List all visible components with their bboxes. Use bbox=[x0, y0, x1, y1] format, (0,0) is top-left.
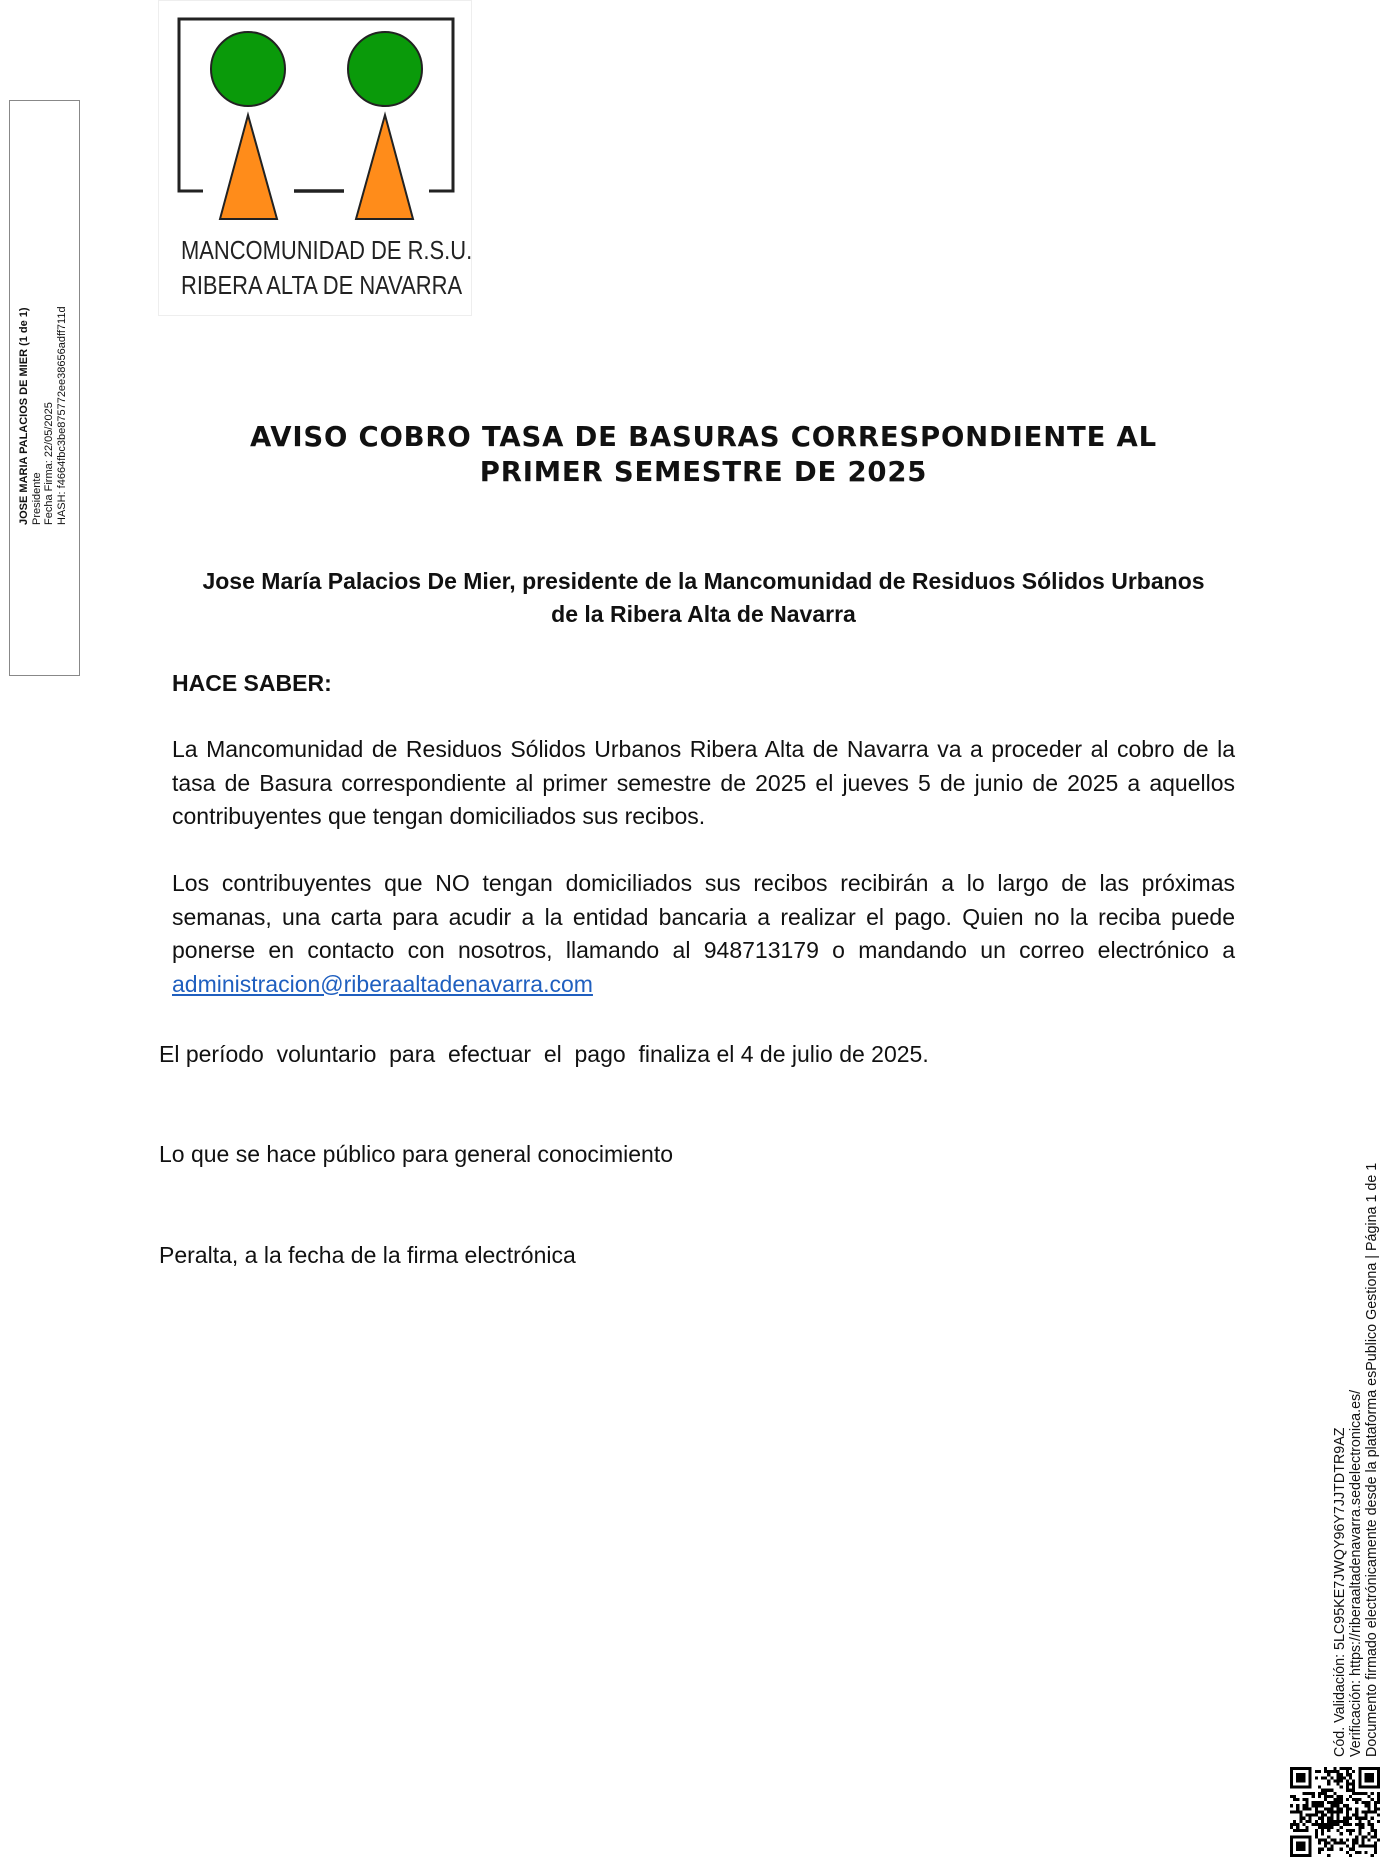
logo-text-line2: RIBERA ALTA DE NAVARRA bbox=[180, 272, 463, 300]
signer-name: JOSE MARIA PALACIOS DE MIER (1 de 1) bbox=[18, 307, 30, 525]
email-link[interactable]: administracion@riberaaltadenavarra.com bbox=[172, 970, 593, 997]
paragraph-place-date: Peralta, a la fecha de la firma electrónica bbox=[159, 1242, 576, 1268]
document-title-line2: PRIMER SEMESTRE DE 2025 bbox=[479, 456, 928, 488]
organization-logo bbox=[158, 0, 472, 316]
document-author bbox=[172, 565, 1235, 631]
qr-code bbox=[1290, 1767, 1380, 1857]
logo-triangle-right bbox=[356, 115, 413, 219]
hace-saber-heading: HACE SABER: bbox=[172, 670, 332, 696]
paragraph-non-domiciled bbox=[172, 867, 1235, 1001]
document-title bbox=[160, 420, 1247, 490]
author-line2: de la Ribera Alta de Navarra bbox=[551, 601, 856, 627]
validation-text bbox=[1332, 1163, 1380, 1757]
signature-hash: HASH: f4664fbc3be875772ee38656adff711d bbox=[55, 306, 68, 525]
document-title-line1: AVISO COBRO TASA DE BASURAS CORRESPONDIENTE AL bbox=[250, 421, 1157, 453]
paragraph-payment-deadline: El período voluntario para efectuar el pago finaliza el 4 de julio de 2025. bbox=[159, 1041, 929, 1067]
validation-code: Cód. Validación: 5LC95KE7JWQY96Y7JJTDTR9AZ bbox=[1332, 1427, 1348, 1757]
logo-circle-right bbox=[348, 32, 422, 106]
signature-text bbox=[18, 225, 68, 525]
author-line1: Jose María Palacios De Mier, presidente de la Mancomunidad de Residuos Sólidos Urbanos bbox=[202, 568, 1205, 594]
electronic-signature-note: Documento firmado electrónicamente desde la plataforma esPublico Gestiona | Página 1 de 1 bbox=[1364, 1162, 1380, 1757]
paragraph-collection-notice: La Mancomunidad de Residuos Sólidos Urbanos Ribera Alta de Navarra va a proceder al cobro de la tasa de Basura correspondiente al primer semestre de 2025 el jueves 5 de junio de 2025 a aquellos contribuyentes que tengan domiciliados sus recibos. bbox=[172, 736, 1235, 829]
logo-frame-left bbox=[179, 96, 203, 191]
logo-text-line1: MANCOMUNIDAD DE R.S.U. bbox=[180, 237, 473, 265]
logo-graphic bbox=[159, 1, 473, 241]
logo-triangle-left bbox=[220, 115, 277, 219]
paragraph-public-notice: Lo que se hace público para general conocimiento bbox=[159, 1141, 674, 1167]
verification-url: Verificación: https://riberaaltadenavarra.sedelectronica.es/ bbox=[1348, 1389, 1364, 1757]
signer-role: Presidente bbox=[30, 472, 43, 525]
logo-circle-left bbox=[211, 32, 285, 106]
signature-date: Fecha Firma: 22/05/2025 bbox=[43, 402, 55, 525]
paragraph-non-domiciled-text: Los contribuyentes que NO tengan domiciliados sus recibos recibirán a lo largo de las próximas semanas, una carta para acudir a la entidad bancaria a realizar el pago. Quien no la reciba puede ponerse en contacto con nosotros, llamando al 948713179 o mandando un correo electrónico a bbox=[172, 870, 1235, 963]
